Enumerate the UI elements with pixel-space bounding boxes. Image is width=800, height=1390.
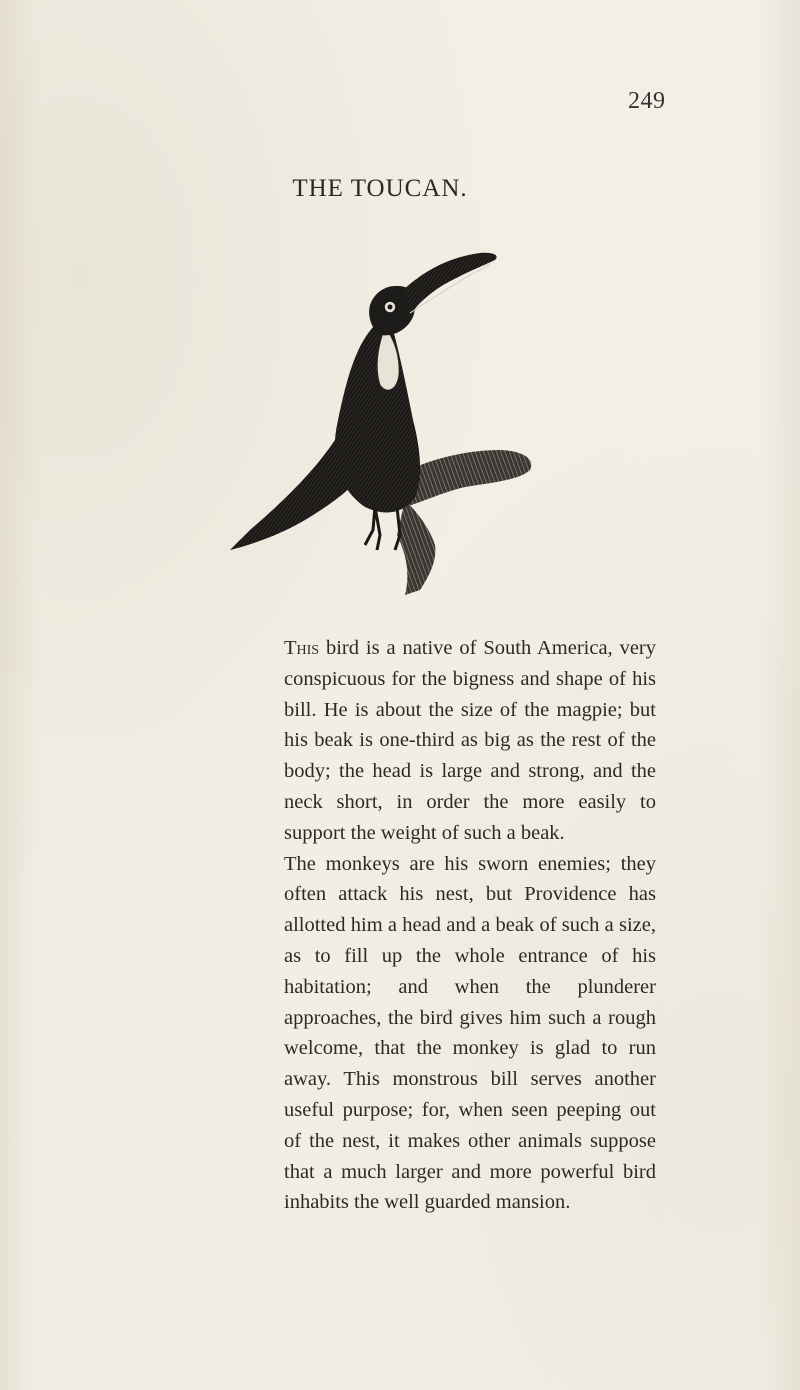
page-title: THE TOUCAN. [292,175,468,202]
toucan-beak-shape [403,253,497,315]
toucan-illustration [225,245,545,610]
paragraph-1-rest: bird is a native of South America, very conspicuous for the bigness and shape of his bill. He is about the size of the magpie; but his beak is one-third as big as the rest of the body; the head is large and strong, and the neck short, in order the more easily to support the weight of such a beak. [284,637,656,844]
toucan-feet-shape [365,507,400,550]
body-text [284,633,656,1218]
toucan-body-shape [335,325,420,512]
paragraph-2: The monkeys are his sworn enemies; they often attack his nest, but Providence has allotted him a head and a beak of such a size, as to fill up the whole entrance of his habitation; and when the plunderer approaches, the bird gives him such a rough welcome, that the monkey is glad to run away. This monstrous bill serves another useful purpose; for, when seen peeping out of the nest, it makes other animals suppose that a much larger and more powerful bird inhabits the well guarded mansion. [284,852,656,1214]
paragraph-1 [284,633,656,849]
paragraph-1-lead: This [284,637,320,659]
page-number: 249 [628,88,666,114]
toucan-pupil-shape [388,305,393,310]
